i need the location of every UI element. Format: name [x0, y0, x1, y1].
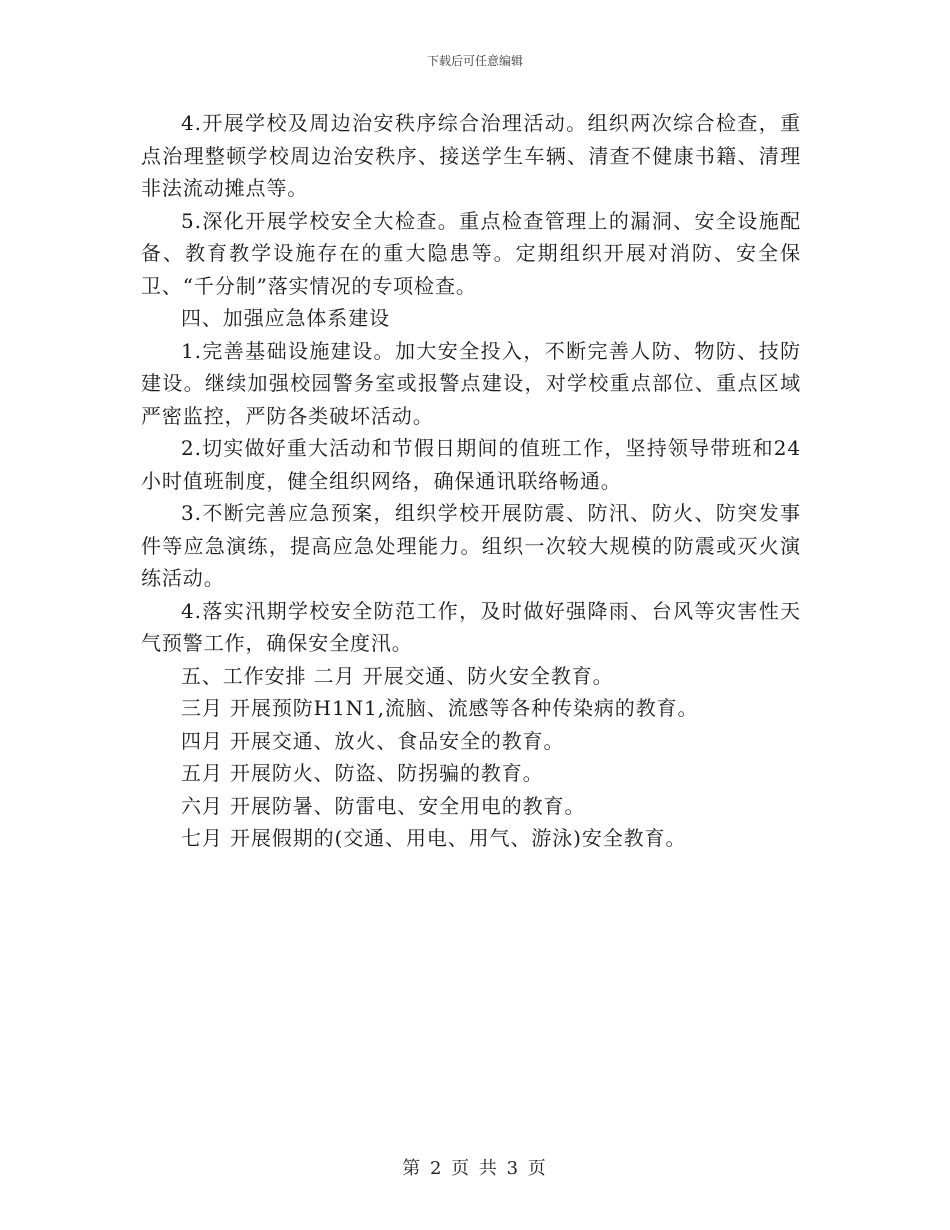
section-heading-emergency-system: 四、加强应急体系建设 — [181, 306, 390, 330]
schedule-item-april: 四月 开展交通、放火、食品安全的教育。 — [181, 728, 565, 753]
schedule-item-july: 七月 开展假期的(交通、用电、用气、游泳)安全教育。 — [181, 826, 687, 850]
section-heading-work-schedule: 五、工作安排 二月 开展交通、防火安全教育。 — [181, 663, 614, 688]
schedule-item-march: 三月 开展预防H1N1,流脑、流感等各种传染病的教育。 — [181, 696, 699, 720]
paragraph-item-5-safety-inspection: 5.深化开展学校安全大检查。重点检查管理上的漏洞、安全设施配备、教育教学设施存在的重大隐患等。定期组织开展对消防、安全保卫、“千分制”落实情况的专项检查。 — [141, 208, 801, 298]
page-header-note: 下载后可任意编辑 — [426, 54, 523, 68]
paragraph-item-1-infrastructure: 1.完善基础设施建设。加大安全投入，不断完善人防、物防、技防建设。继续加强校园警务室或报警点建设，对学校重点部位、重点区域严密监控，严防各类破坏活动。 — [141, 338, 801, 428]
paragraph-item-2-duty-work: 2.切实做好重大活动和节假日期间的值班工作，坚持领导带班和24小时值班制度，健全组织网络，确保通讯联络畅通。 — [141, 436, 801, 493]
paragraph-item-4-school-order: 4.开展学校及周边治安秩序综合治理活动。组织两次综合检查，重点治理整顿学校周边治安秩序、接送学生车辆、清查不健康书籍、清理非法流动摊点等。 — [141, 111, 801, 200]
paragraph-item-3-emergency-plan: 3.不断完善应急预案，组织学校开展防震、防汛、防火、防突发事件等应急演练，提高应急处理能力。组织一次较大规模的防震或灭火演练活动。 — [141, 501, 801, 590]
document-body — [141, 107, 801, 855]
paragraph-item-4-flood-season: 4.落实汛期学校安全防范工作，及时做好强降雨、台风等灾害性天气预警工作，确保安全度汛。 — [141, 598, 801, 655]
page-number-footer: 第 2 页 共 3 页 — [402, 1158, 548, 1179]
schedule-item-may: 五月 开展防火、防盗、防拐骗的教育。 — [181, 761, 544, 785]
schedule-item-june: 六月 开展防暑、防雷电、安全用电的教育。 — [181, 793, 586, 818]
